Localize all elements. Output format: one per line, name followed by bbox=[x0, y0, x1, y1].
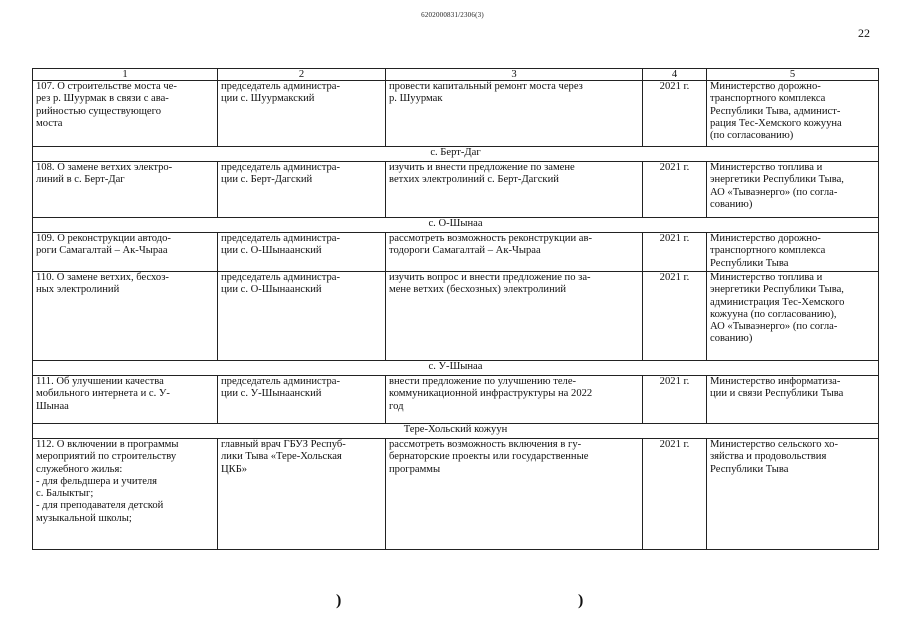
table-header-row bbox=[33, 69, 879, 81]
footer-mark-right: ) bbox=[578, 592, 584, 609]
document-code: 6202000831/2306(3) bbox=[421, 11, 484, 19]
section-row bbox=[33, 218, 879, 233]
cell-subject: 112. О включении в программы мероприятий по строительству служебного жилья: - для фельдшера и учителя с. Балыктыг; - для преподавателя детской музыкальной школы; bbox=[33, 439, 218, 550]
section-title: с. У-Шынаа bbox=[33, 361, 879, 376]
cell-ministry: Министерство дорожно- транспортного комплекса Республики Тыва bbox=[707, 233, 879, 272]
column-header: 4 bbox=[643, 69, 707, 81]
cell-year: 2021 г. bbox=[643, 376, 707, 424]
cell-ministry: Министерство дорожно- транспортного комплекса Республики Тыва, админист- рация Тес-Хемского кожууна (по согласованию) bbox=[707, 81, 879, 147]
cell-responsible: председатель администра- ции с. Берт-Дагский bbox=[218, 162, 386, 218]
cell-responsible: председатель администра- ции с. У-Шынаанский bbox=[218, 376, 386, 424]
cell-ministry: Министерство информатиза- ции и связи Республики Тыва bbox=[707, 376, 879, 424]
cell-year: 2021 г. bbox=[643, 439, 707, 550]
cell-subject: 111. Об улучшении качества мобильного интернета и с. У- Шынаа bbox=[33, 376, 218, 424]
column-header: 1 bbox=[33, 69, 218, 81]
table-row bbox=[33, 439, 879, 550]
cell-subject: 108. О замене ветхих электро- линий в с. Берт-Даг bbox=[33, 162, 218, 218]
cell-action: изучить и внести предложение по замене ветхих электролиний с. Берт-Дагский bbox=[386, 162, 643, 218]
cell-responsible: председатель администра- ции с. О-Шынаанский bbox=[218, 272, 386, 361]
section-row bbox=[33, 147, 879, 162]
cell-subject: 107. О строительстве моста че- рез р. Шуурмак в связи с ава- рийностью существующего моста bbox=[33, 81, 218, 147]
table-body bbox=[33, 69, 879, 550]
column-header: 5 bbox=[707, 69, 879, 81]
table-row bbox=[33, 162, 879, 218]
cell-responsible: главный врач ГБУЗ Респуб- лики Тыва «Тере-Хольская ЦКБ» bbox=[218, 439, 386, 550]
section-title: Тере-Хольский кожуун bbox=[33, 424, 879, 439]
section-row bbox=[33, 424, 879, 439]
cell-ministry: Министерство топлива и энергетики Республики Тыва, администрация Тес-Хемского кожууна (по согласованию), АО «Тываэнерго» (по согла- сованию) bbox=[707, 272, 879, 361]
column-header: 2 bbox=[218, 69, 386, 81]
cell-ministry: Министерство топлива и энергетики Республики Тыва, АО «Тываэнерго» (по согла- сованию) bbox=[707, 162, 879, 218]
cell-responsible: председатель администра- ции с. Шуурмакский bbox=[218, 81, 386, 147]
cell-action: провести капитальный ремонт моста через р. Шуурмак bbox=[386, 81, 643, 147]
section-row bbox=[33, 361, 879, 376]
cell-action: рассмотреть возможность реконструкции ав- тодороги Самагалтай – Ак-Чыраа bbox=[386, 233, 643, 272]
cell-year: 2021 г. bbox=[643, 81, 707, 147]
cell-ministry: Министерство сельского хо- зяйства и продовольствия Республики Тыва bbox=[707, 439, 879, 550]
column-header: 3 bbox=[386, 69, 643, 81]
table-row bbox=[33, 272, 879, 361]
table-row bbox=[33, 376, 879, 424]
table-row bbox=[33, 81, 879, 147]
cell-responsible: председатель администра- ции с. О-Шынаанский bbox=[218, 233, 386, 272]
page-number: 22 bbox=[858, 26, 870, 40]
cell-year: 2021 г. bbox=[643, 272, 707, 361]
cell-year: 2021 г. bbox=[643, 162, 707, 218]
table-row bbox=[33, 233, 879, 272]
footer-mark-left: ) bbox=[336, 592, 342, 609]
cell-year: 2021 г. bbox=[643, 233, 707, 272]
cell-subject: 110. О замене ветхих, бесхоз- ных электролиний bbox=[33, 272, 218, 361]
section-title: с. Берт-Даг bbox=[33, 147, 879, 162]
section-title: с. О-Шынаа bbox=[33, 218, 879, 233]
cell-action: внести предложение по улучшению теле- коммуникационной инфраструктуры на 2022 год bbox=[386, 376, 643, 424]
measures-table bbox=[32, 68, 879, 550]
cell-subject: 109. О реконструкции автодо- роги Самагалтай – Ак-Чыраа bbox=[33, 233, 218, 272]
cell-action: изучить вопрос и внести предложение по за- мене ветхих (бесхозных) электролиний bbox=[386, 272, 643, 361]
cell-action: рассмотреть возможность включения в гу- бернаторские проекты или государственные программы bbox=[386, 439, 643, 550]
